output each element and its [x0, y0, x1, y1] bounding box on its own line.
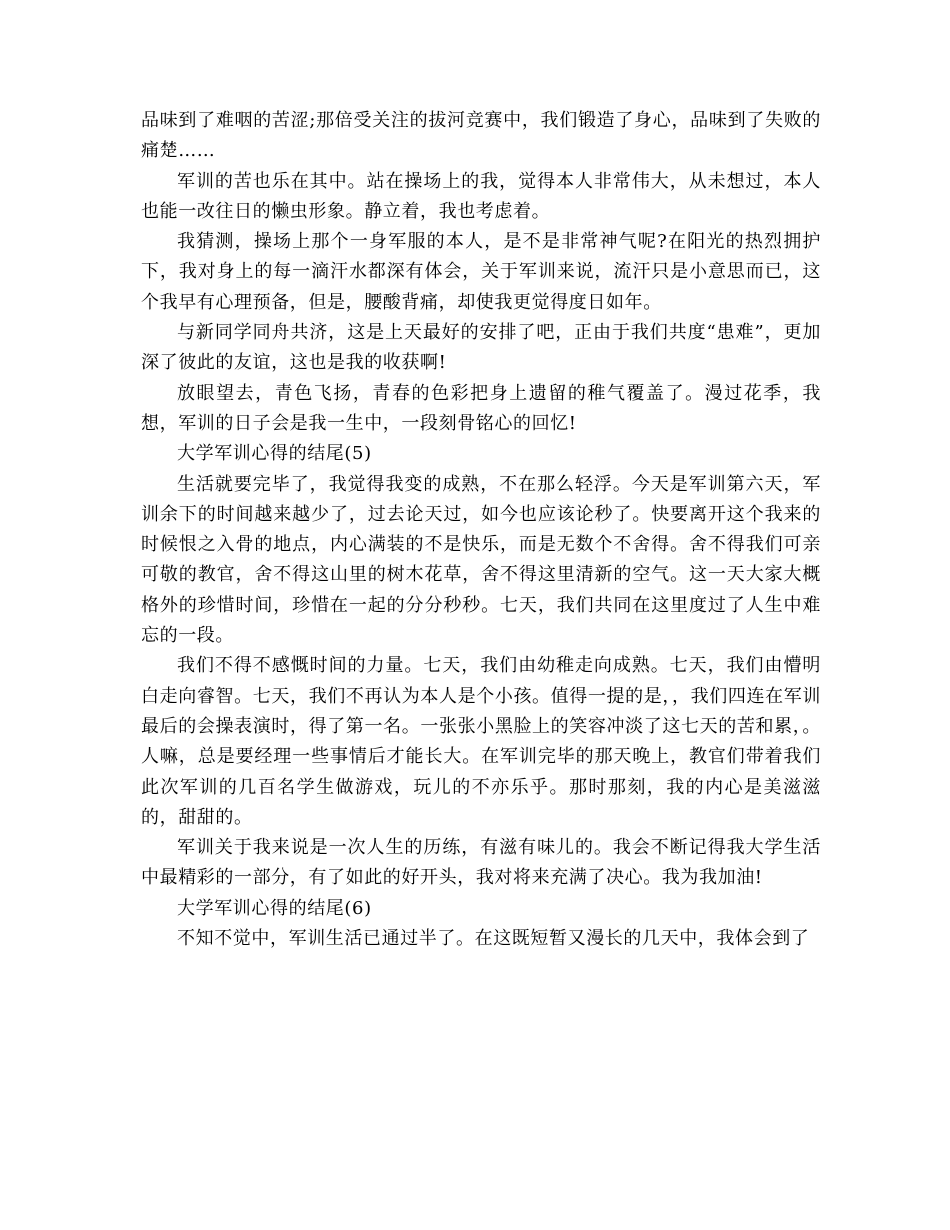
paragraph: 我猜测，操场上那个一身军服的本人，是不是非常神气呢?在阳光的热烈拥护下，我对身上的每一滴汗水都深有体会，关于军训来说，流汗只是小意思而已，这个我早有心理预备，但是，腰酸背痛，却使我更觉得度日如年。: [141, 231, 821, 313]
paragraph: 军训关于我来说是一次人生的历练，有滋有味儿的。我会不断记得我大学生活中最精彩的一部分，有了如此的好开头，我对将来充满了决心。我为我加油!: [141, 837, 821, 889]
paragraph: 与新同学同舟共济，这是上天最好的安排了吧，正由于我们共度“患难”，更加深了彼此的友谊，这也是我的收获啊!: [141, 322, 821, 374]
paragraph: 我们不得不感慨时间的力量。七天，我们由幼稚走向成熟。七天，我们由懵明白走向睿智。七天，我们不再认为本人是个小孩。值得一提的是，，我们四连在军训最后的会操表演时，得了第一名。一张张小黑脸上的笑容冲淡了这七天的苦和累，。人嘛，总是要经理一些事情后才能长大。在军训完毕的那天晚上，教官们带着我们此次军训的几百名学生做游戏，玩儿的不亦乐乎。那时那刻，我的内心是美滋滋的，甜甜的。: [141, 655, 821, 828]
paragraph: 军训的苦也乐在其中。站在操场上的我，觉得本人非常伟大，从未想过，本人也能一改往日的懒虫形象。静立着，我也考虑着。: [141, 170, 821, 222]
paragraph: 放眼望去，青色飞扬，青春的色彩把身上遗留的稚气覆盖了。漫过花季，我想，军训的日子会是我一生中，一段刻骨铭心的回忆!: [141, 382, 821, 434]
section-heading: 大学军训心得的结尾(6): [177, 897, 372, 919]
paragraph: 不知不觉中，军训生活已通过半了。在这既短暂又漫长的几天中，我体会到了: [177, 928, 810, 950]
section-heading: 大学军训心得的结尾(5): [177, 443, 372, 465]
document-body: [141, 106, 821, 954]
paragraph: 生活就要完毕了，我觉得我变的成熟，不在那么轻浮。今天是军训第六天，军训余下的时间越来越少了，过去论天过，如今也应该论秒了。快要离开这个我来的时候恨之入骨的地点，内心满装的不是快乐，而是无数个不舍得。舍不得我们可亲可敬的教官，舍不得这山里的树木花草，舍不得这里清新的空气。这一天大家大概格外的珍惜时间，珍惜在一起的分分秒秒。七天，我们共同在这里度过了人生中难忘的一段。: [141, 473, 821, 647]
paragraph: 品味到了难咽的苦涩;那倍受关注的拔河竞赛中，我们锻造了身心，品味到了失败的痛楚……: [141, 110, 821, 162]
